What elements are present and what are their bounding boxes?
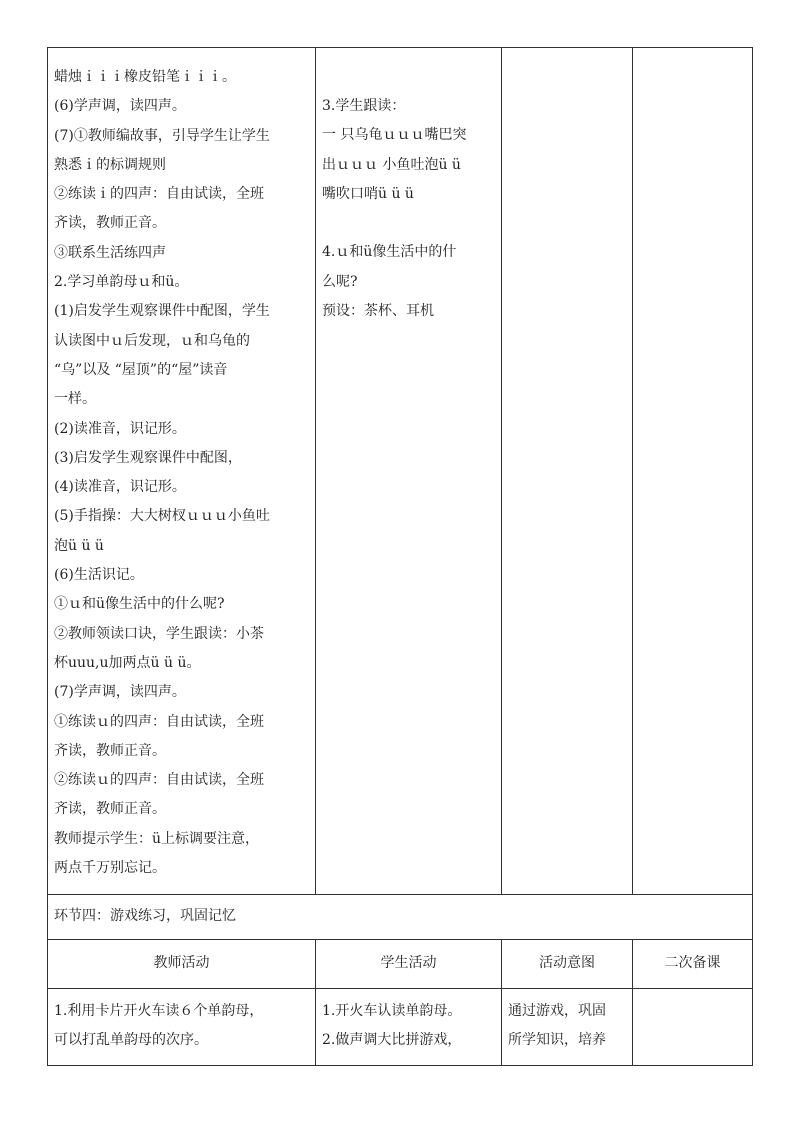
text-line: (5)手指操：大大树杈ｕｕｕ小鱼吐 (54, 508, 270, 525)
teacher-activity-text (54, 63, 309, 883)
student-activity-text-a (322, 92, 495, 209)
text-line: (6)生活识记。 (54, 567, 144, 584)
content-row (48, 48, 753, 895)
text-line: (1)启发学生观察课件中配图，学生 (54, 303, 270, 320)
text-line: 1.开火车认读单韵母。 (322, 1003, 462, 1019)
text-line: 齐读，教师正音。 (54, 215, 166, 232)
text-line: 泡ü ü ü (54, 537, 104, 554)
text-line: 蜡烛ｉｉｉ橡皮铅笔ｉｉｉ。 (54, 69, 236, 85)
secondary-prep-cell (633, 48, 753, 895)
text-line: ③联系生活练四声 (54, 244, 166, 261)
text-line: (4)读准音，识记形。 (54, 479, 186, 496)
text-line: (6)学声调，读四声。 (54, 98, 186, 115)
game-teacher-text (54, 997, 309, 1056)
text-line: 嘴吹口哨ü ü ü (322, 185, 414, 202)
text-line: 出ｕｕｕ 小鱼吐泡ü ü (322, 156, 461, 173)
text-line: 4.ｕ和ü像生活中的什 (322, 244, 457, 261)
header-secondary: 二次备课 (633, 940, 753, 989)
game-row (48, 989, 753, 1066)
text-line: (2)读准音，识记形。 (54, 420, 186, 437)
header-student: 学生活动 (316, 940, 502, 989)
text-line: 杯uuu,u加两点ü ü ü。 (54, 654, 201, 671)
game-intent-cell (502, 989, 633, 1066)
text-line: 么呢? (322, 273, 358, 290)
text-line: 齐读，教师正音。 (54, 742, 166, 759)
game-intent-text (508, 997, 626, 1056)
text-line: 2.做声调大比拼游戏， (322, 1032, 462, 1049)
text-line: “乌”以及 “屋顶”的“屋”读音 (54, 361, 228, 378)
game-student-text (322, 997, 495, 1056)
text-line: ②教师领读口诀，学生跟读：小茶 (54, 625, 264, 642)
text-line: 教师提示学生：ü上标调要注意， (54, 830, 260, 847)
text-line: 2.学习单韵母ｕ和ü。 (54, 274, 189, 291)
text-line: 一样。 (54, 391, 96, 408)
header-row (48, 940, 753, 989)
text-line: (7)学声调，读四声。 (54, 684, 186, 701)
text-line: 通过游戏，巩固 (508, 1003, 606, 1019)
text-line: (3)启发学生观察课件中配图， (54, 449, 242, 466)
text-line: 齐读，教师正音。 (54, 801, 166, 818)
text-line: 所学知识，培养 (508, 1032, 606, 1049)
text-line: ①ｕ和ü像生活中的什么呢? (54, 596, 225, 613)
game-student-cell (316, 989, 502, 1066)
text-line: ②练读ｉ的四声：自由试读，全班 (54, 186, 264, 203)
spacer (322, 209, 495, 238)
text-line: ①练读ｕ的四声：自由试读，全班 (54, 713, 264, 730)
text-line: 预设：茶杯、耳机 (322, 303, 434, 320)
intent-cell (502, 48, 633, 895)
text-line: 一 只乌龟ｕｕｕ嘴巴突 (322, 127, 467, 144)
game-teacher-cell (48, 989, 316, 1066)
student-activity-text-b (322, 238, 495, 326)
text-line: ②练读ｕ的四声：自由试读，全班 (54, 772, 264, 789)
game-secondary-cell (633, 989, 753, 1066)
text-line: 两点千万别忘记。 (54, 860, 166, 877)
text-line: 熟悉ｉ的标调规则 (54, 156, 166, 173)
student-activity-cell (316, 48, 502, 895)
lesson-plan-table (47, 47, 753, 1066)
text-line: 1.利用卡片开火车读６个单韵母， (54, 1003, 264, 1019)
section-row (48, 895, 753, 940)
text-line: 3.学生跟读： (322, 98, 406, 114)
text-line: 可以打乱单韵母的次序。 (54, 1032, 208, 1049)
header-intent: 活动意图 (502, 940, 633, 989)
section-title: 环节四：游戏练习，巩固记忆 (48, 895, 753, 940)
teacher-activity-cell (48, 48, 316, 895)
text-line: (7)①教师编故事，引导学生让学生 (54, 127, 270, 144)
header-teacher: 教师活动 (48, 940, 316, 989)
text-line: 认读图中ｕ后发现，ｕ和乌龟的 (54, 332, 250, 349)
